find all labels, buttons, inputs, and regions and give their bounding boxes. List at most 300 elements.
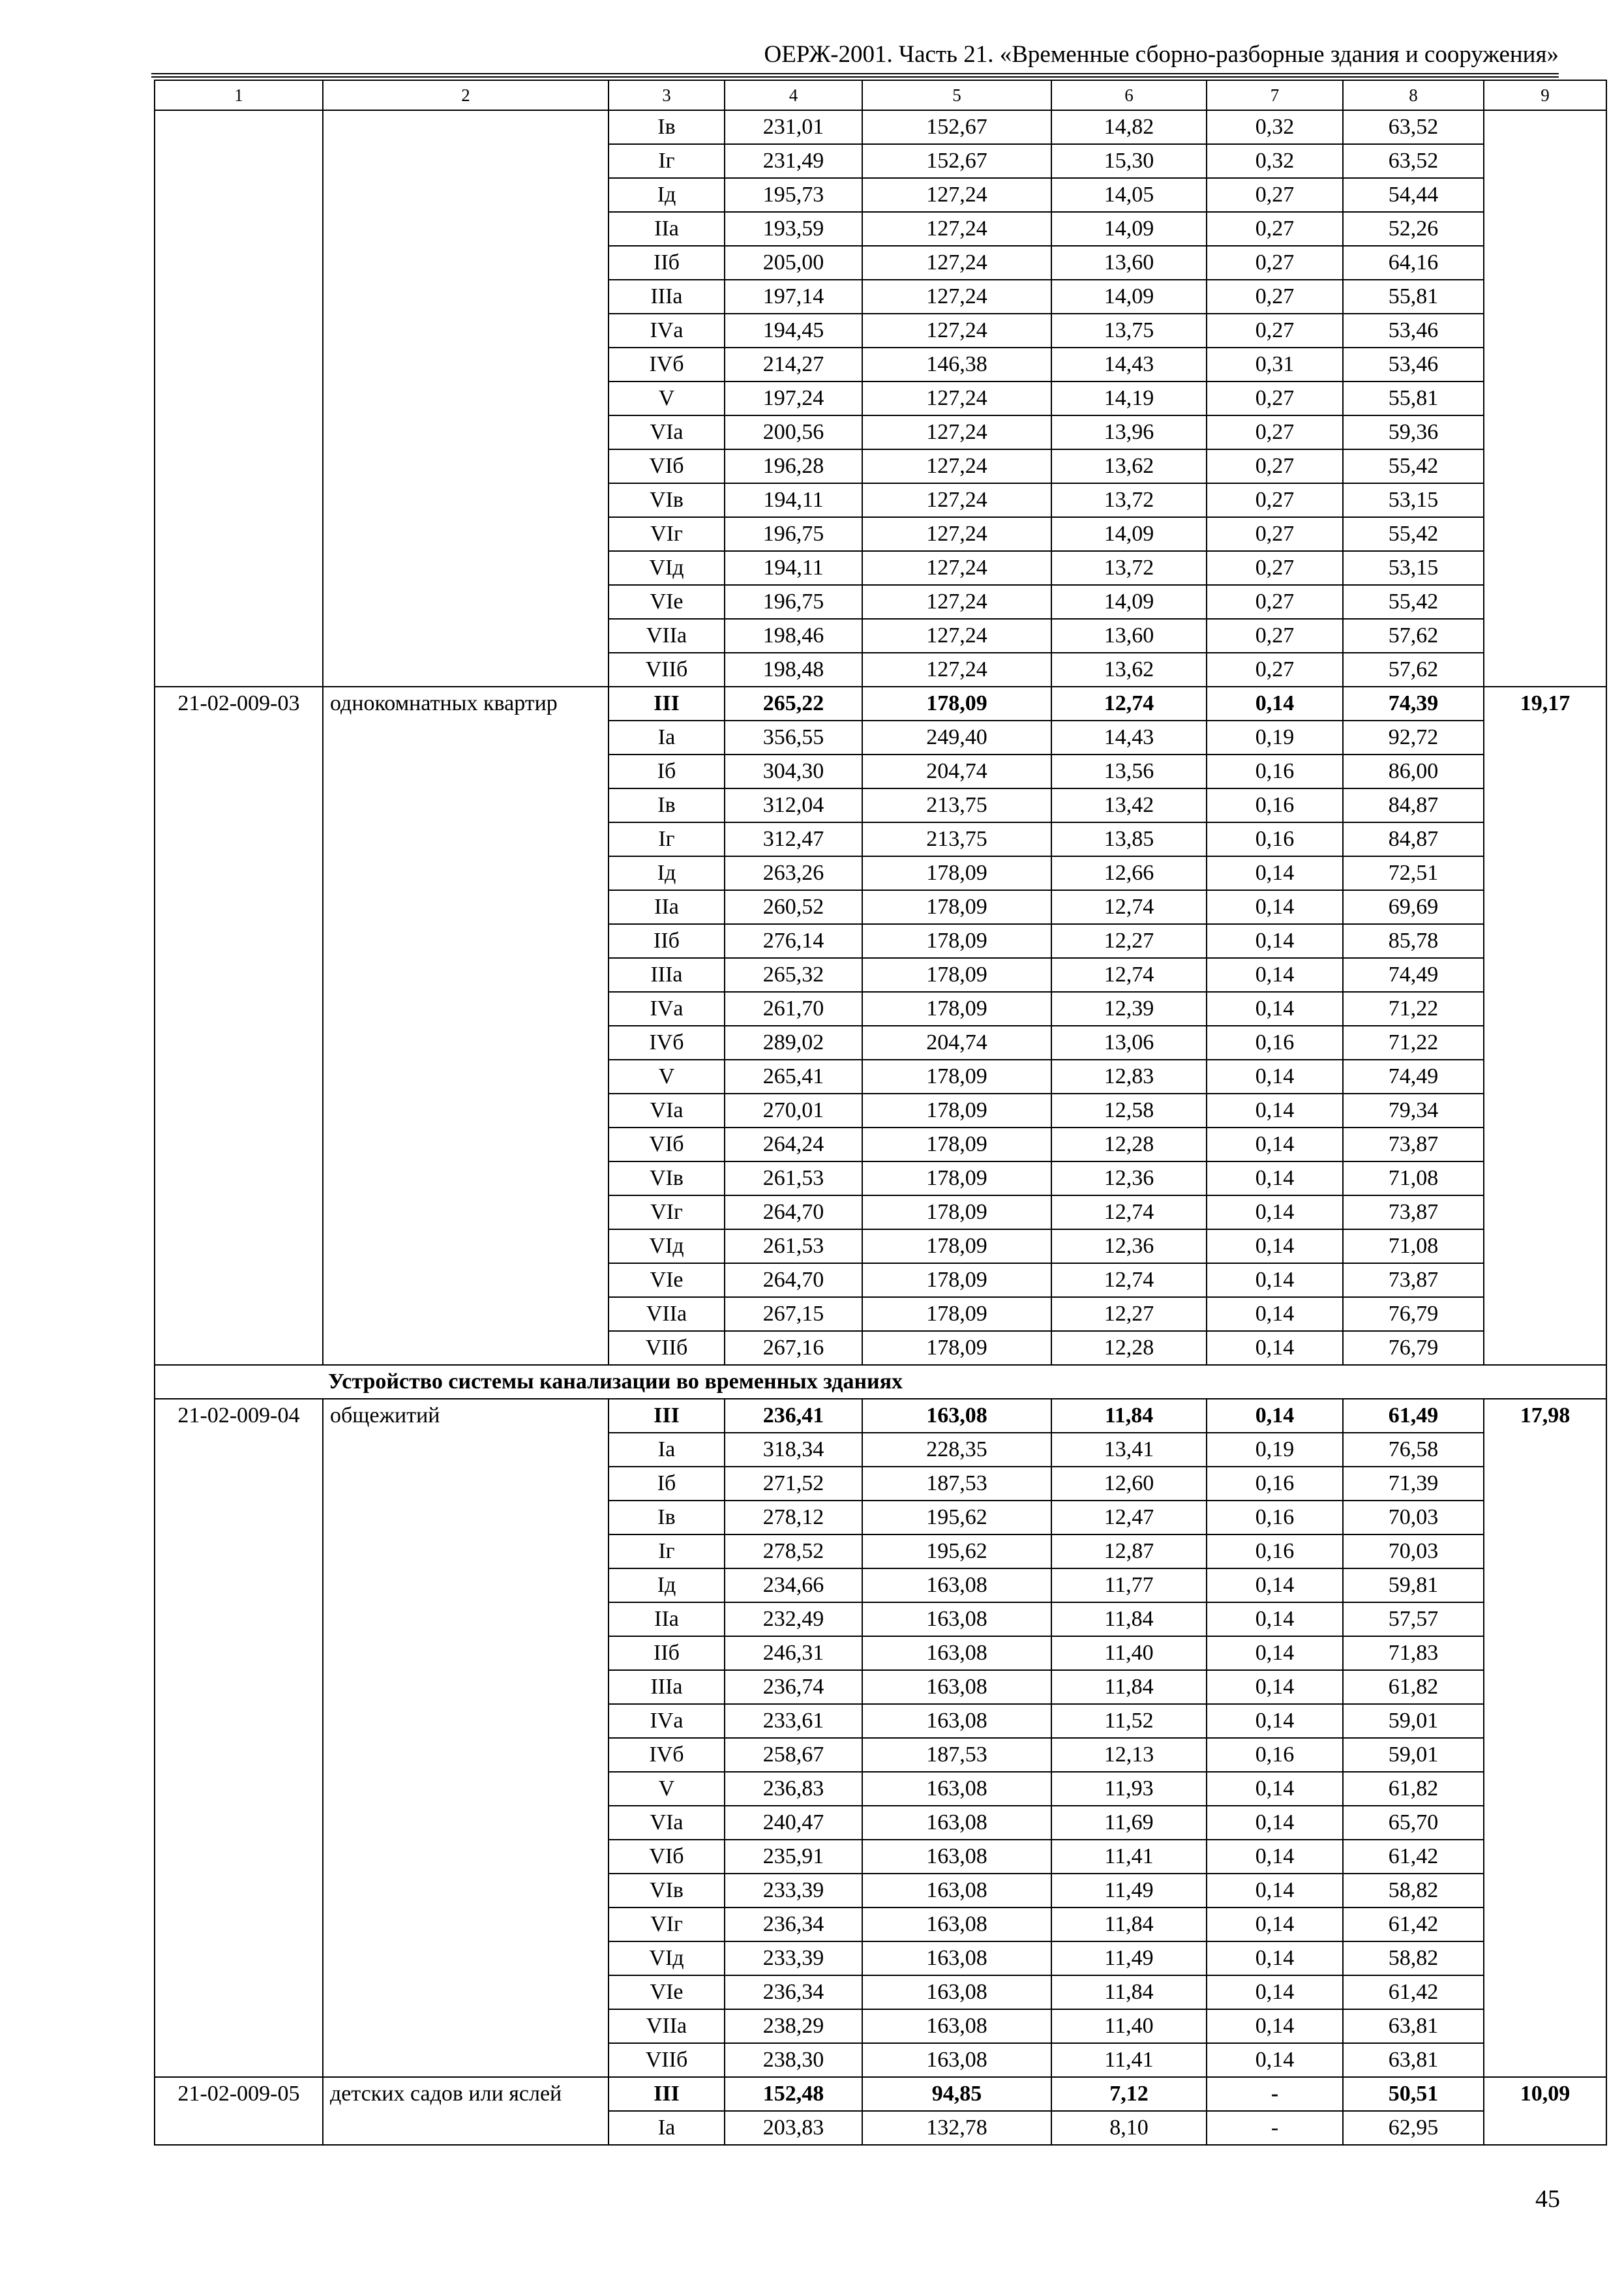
value-cell: 61,42 (1343, 1908, 1484, 1941)
value-cell: 0,27 (1207, 382, 1343, 415)
value-cell: 213,75 (862, 822, 1051, 856)
value-cell: 76,58 (1343, 1433, 1484, 1467)
value-cell: 11,84 (1051, 1399, 1207, 1433)
value-cell: 0,27 (1207, 415, 1343, 449)
value-cell: 53,46 (1343, 314, 1484, 348)
value-cell: 195,73 (725, 178, 862, 212)
value-cell: 0,14 (1207, 1195, 1343, 1229)
value-cell: 197,24 (725, 382, 862, 415)
value-cell: 12,74 (1051, 890, 1207, 924)
value-cell: 204,74 (862, 755, 1051, 788)
value-cell: 178,09 (862, 1094, 1051, 1128)
value-cell: 11,84 (1051, 1908, 1207, 1941)
value-cell: 0,14 (1207, 1636, 1343, 1670)
value-cell: 69,69 (1343, 890, 1484, 924)
value-cell: 0,27 (1207, 653, 1343, 687)
value-cell: 127,24 (862, 585, 1051, 619)
value-cell: 194,11 (725, 551, 862, 585)
value-cell: 233,39 (725, 1874, 862, 1908)
value-cell: 260,52 (725, 890, 862, 924)
value-cell: 13,60 (1051, 619, 1207, 653)
value-cell: 163,08 (862, 1908, 1051, 1941)
value-cell: 13,56 (1051, 755, 1207, 788)
value-cell: 198,46 (725, 619, 862, 653)
value-cell: 163,08 (862, 2043, 1051, 2077)
column-number: 1 (155, 80, 323, 110)
value-cell: 14,09 (1051, 280, 1207, 314)
value-cell: 14,43 (1051, 721, 1207, 755)
region-code: Iв (609, 1501, 725, 1534)
region-code: VIIа (609, 1297, 725, 1331)
value-cell: 0,16 (1207, 755, 1343, 788)
region-code: Iб (609, 755, 725, 788)
region-code: VIе (609, 1263, 725, 1297)
value-cell: 163,08 (862, 1602, 1051, 1636)
region-code: Iд (609, 856, 725, 890)
price-table (154, 80, 1607, 2146)
region-code: VIб (609, 449, 725, 483)
value-cell: 271,52 (725, 1467, 862, 1501)
header-rule (151, 73, 1559, 78)
value-cell: 13,41 (1051, 1433, 1207, 1467)
value-cell: 132,78 (862, 2111, 1051, 2145)
value-cell: 0,14 (1207, 1840, 1343, 1874)
value-cell: 0,14 (1207, 2043, 1343, 2077)
value-cell: 14,19 (1051, 382, 1207, 415)
value-cell: 0,16 (1207, 1501, 1343, 1534)
value-cell: 53,15 (1343, 483, 1484, 517)
value-cell: 0,27 (1207, 314, 1343, 348)
table-row (155, 110, 1606, 144)
value-cell: 178,09 (862, 992, 1051, 1026)
value-cell: 14,05 (1051, 178, 1207, 212)
value-cell: 163,08 (862, 1399, 1051, 1433)
value-cell: 0,16 (1207, 1467, 1343, 1501)
value-cell: 86,00 (1343, 755, 1484, 788)
value-cell: 163,08 (862, 1806, 1051, 1840)
value-cell: 12,74 (1051, 687, 1207, 721)
region-code: VIIб (609, 653, 725, 687)
value-cell: 194,45 (725, 314, 862, 348)
value-cell: 278,52 (725, 1534, 862, 1568)
value-cell: 178,09 (862, 1297, 1051, 1331)
value-cell: 195,62 (862, 1534, 1051, 1568)
region-code: VIIб (609, 1331, 725, 1365)
value-cell: 265,22 (725, 687, 862, 721)
value-cell: 0,14 (1207, 1060, 1343, 1094)
value-cell: - (1207, 2111, 1343, 2145)
value-cell: 356,55 (725, 721, 862, 755)
value-cell: 65,70 (1343, 1806, 1484, 1840)
value-cell: 0,14 (1207, 1568, 1343, 1602)
value-cell: 0,14 (1207, 856, 1343, 890)
value-cell: 0,16 (1207, 1026, 1343, 1060)
value-cell: 0,14 (1207, 1161, 1343, 1195)
value-cell: 127,24 (862, 280, 1051, 314)
value-cell: 0,27 (1207, 551, 1343, 585)
region-code: III (609, 687, 725, 721)
value-cell: 231,01 (725, 110, 862, 144)
value-cell: 14,09 (1051, 212, 1207, 246)
work-name: детских садов или яслей (323, 2077, 609, 2145)
region-code: VIг (609, 517, 725, 551)
norm-code (155, 110, 323, 687)
value-cell: 92,72 (1343, 721, 1484, 755)
total-value: 19,17 (1484, 687, 1606, 1365)
region-code: III (609, 1399, 725, 1433)
value-cell: 196,75 (725, 585, 862, 619)
value-cell: 236,34 (725, 1975, 862, 2009)
value-cell: 63,52 (1343, 144, 1484, 178)
value-cell: 127,24 (862, 619, 1051, 653)
value-cell: 53,46 (1343, 348, 1484, 382)
value-cell: 11,41 (1051, 2043, 1207, 2077)
value-cell: 59,01 (1343, 1704, 1484, 1738)
value-cell: 13,42 (1051, 788, 1207, 822)
region-code: Iд (609, 1568, 725, 1602)
region-code: Iа (609, 721, 725, 755)
value-cell: 61,82 (1343, 1772, 1484, 1806)
value-cell: 0,27 (1207, 280, 1343, 314)
value-cell: 267,16 (725, 1331, 862, 1365)
value-cell: 127,24 (862, 246, 1051, 280)
region-code: IIа (609, 890, 725, 924)
value-cell: 238,30 (725, 2043, 862, 2077)
value-cell: 258,67 (725, 1738, 862, 1772)
value-cell: 0,27 (1207, 517, 1343, 551)
value-cell: 13,72 (1051, 551, 1207, 585)
total-value (1484, 110, 1606, 687)
value-cell: 57,62 (1343, 619, 1484, 653)
value-cell: 178,09 (862, 1195, 1051, 1229)
region-code: IVа (609, 992, 725, 1026)
region-code: VIд (609, 1229, 725, 1263)
value-cell: 0,19 (1207, 721, 1343, 755)
value-cell: 76,79 (1343, 1297, 1484, 1331)
value-cell: 178,09 (862, 1060, 1051, 1094)
value-cell: 264,24 (725, 1128, 862, 1161)
value-cell: 0,14 (1207, 687, 1343, 721)
value-cell: 61,49 (1343, 1399, 1484, 1433)
value-cell: 13,62 (1051, 653, 1207, 687)
value-cell: 74,49 (1343, 1060, 1484, 1094)
value-cell: 178,09 (862, 924, 1051, 958)
value-cell: 12,36 (1051, 1161, 1207, 1195)
value-cell: 71,22 (1343, 1026, 1484, 1060)
value-cell: 0,32 (1207, 144, 1343, 178)
region-code: Iа (609, 2111, 725, 2145)
value-cell: 127,24 (862, 178, 1051, 212)
value-cell: 12,66 (1051, 856, 1207, 890)
region-code: VIа (609, 1806, 725, 1840)
column-number: 3 (609, 80, 725, 110)
value-cell: 84,87 (1343, 822, 1484, 856)
value-cell: 231,49 (725, 144, 862, 178)
column-number: 4 (725, 80, 862, 110)
value-cell: 232,49 (725, 1602, 862, 1636)
value-cell: 264,70 (725, 1263, 862, 1297)
region-code: IVб (609, 1026, 725, 1060)
value-cell: 204,74 (862, 1026, 1051, 1060)
value-cell: 278,12 (725, 1501, 862, 1534)
value-cell: 163,08 (862, 2009, 1051, 2043)
table-row (155, 1399, 1606, 1433)
value-cell: 127,24 (862, 212, 1051, 246)
value-cell: 127,24 (862, 415, 1051, 449)
value-cell: 11,84 (1051, 1670, 1207, 1704)
value-cell: 163,08 (862, 1568, 1051, 1602)
value-cell: 263,26 (725, 856, 862, 890)
region-code: VIе (609, 585, 725, 619)
value-cell: 74,49 (1343, 958, 1484, 992)
value-cell: 11,52 (1051, 1704, 1207, 1738)
value-cell: 178,09 (862, 1128, 1051, 1161)
value-cell: 63,81 (1343, 2009, 1484, 2043)
value-cell: 0,14 (1207, 1602, 1343, 1636)
value-cell: 13,62 (1051, 449, 1207, 483)
norm-code: 21-02-009-05 (155, 2077, 323, 2145)
column-number-row (155, 80, 1606, 110)
value-cell: 0,16 (1207, 1534, 1343, 1568)
value-cell: 312,04 (725, 788, 862, 822)
value-cell: 79,34 (1343, 1094, 1484, 1128)
value-cell: 0,14 (1207, 1263, 1343, 1297)
value-cell: 11,93 (1051, 1772, 1207, 1806)
value-cell: 214,27 (725, 348, 862, 382)
value-cell: 57,62 (1343, 653, 1484, 687)
value-cell: 240,47 (725, 1806, 862, 1840)
value-cell: 61,82 (1343, 1670, 1484, 1704)
value-cell: 127,24 (862, 551, 1051, 585)
value-cell: 12,28 (1051, 1128, 1207, 1161)
value-cell: 8,10 (1051, 2111, 1207, 2145)
value-cell: 163,08 (862, 1772, 1051, 1806)
value-cell: 13,60 (1051, 246, 1207, 280)
value-cell: 0,14 (1207, 1094, 1343, 1128)
value-cell: 15,30 (1051, 144, 1207, 178)
value-cell: 0,14 (1207, 1874, 1343, 1908)
value-cell: 246,31 (725, 1636, 862, 1670)
value-cell: 0,31 (1207, 348, 1343, 382)
value-cell: 236,34 (725, 1908, 862, 1941)
value-cell: 178,09 (862, 687, 1051, 721)
value-cell: 11,84 (1051, 1975, 1207, 2009)
norm-code: 21-02-009-04 (155, 1399, 323, 2077)
value-cell: 13,96 (1051, 415, 1207, 449)
value-cell: 0,16 (1207, 788, 1343, 822)
column-number: 6 (1051, 80, 1207, 110)
value-cell: 7,12 (1051, 2077, 1207, 2111)
value-cell: 196,75 (725, 517, 862, 551)
value-cell: 0,14 (1207, 924, 1343, 958)
value-cell: 0,14 (1207, 1941, 1343, 1975)
value-cell: 72,51 (1343, 856, 1484, 890)
value-cell: 205,00 (725, 246, 862, 280)
value-cell: 178,09 (862, 856, 1051, 890)
value-cell: 0,14 (1207, 1772, 1343, 1806)
value-cell: 12,58 (1051, 1094, 1207, 1128)
value-cell: 54,44 (1343, 178, 1484, 212)
region-code: IIIа (609, 1670, 725, 1704)
total-value: 10,09 (1484, 2077, 1606, 2145)
value-cell: 163,08 (862, 1704, 1051, 1738)
value-cell: 70,03 (1343, 1534, 1484, 1568)
value-cell: 127,24 (862, 314, 1051, 348)
value-cell: 0,14 (1207, 890, 1343, 924)
region-code: IIб (609, 246, 725, 280)
value-cell: 12,13 (1051, 1738, 1207, 1772)
value-cell: 85,78 (1343, 924, 1484, 958)
region-code: IIб (609, 924, 725, 958)
value-cell: 12,74 (1051, 958, 1207, 992)
value-cell: 12,83 (1051, 1060, 1207, 1094)
table-row (155, 687, 1606, 721)
value-cell: 270,01 (725, 1094, 862, 1128)
work-name: общежитий (323, 1399, 609, 2077)
column-number: 8 (1343, 80, 1484, 110)
page-number: 45 (1535, 2185, 1560, 2213)
value-cell: 163,08 (862, 1670, 1051, 1704)
value-cell: 0,32 (1207, 110, 1343, 144)
value-cell: 0,14 (1207, 958, 1343, 992)
value-cell: 14,09 (1051, 517, 1207, 551)
value-cell: 62,95 (1343, 2111, 1484, 2145)
value-cell: 84,87 (1343, 788, 1484, 822)
value-cell: 152,48 (725, 2077, 862, 2111)
value-cell: 53,15 (1343, 551, 1484, 585)
value-cell: 12,36 (1051, 1229, 1207, 1263)
value-cell: 71,08 (1343, 1229, 1484, 1263)
region-code: VIа (609, 415, 725, 449)
region-code: VIв (609, 1161, 725, 1195)
region-code: Iд (609, 178, 725, 212)
value-cell: 0,27 (1207, 178, 1343, 212)
region-code: VIг (609, 1195, 725, 1229)
value-cell: 13,85 (1051, 822, 1207, 856)
value-cell: 11,40 (1051, 2009, 1207, 2043)
region-code: IIIа (609, 280, 725, 314)
value-cell: 12,27 (1051, 924, 1207, 958)
value-cell: 58,82 (1343, 1941, 1484, 1975)
value-cell: 0,14 (1207, 992, 1343, 1026)
region-code: VIг (609, 1908, 725, 1941)
region-code: Iг (609, 1534, 725, 1568)
value-cell: 249,40 (862, 721, 1051, 755)
value-cell: 94,85 (862, 2077, 1051, 2111)
value-cell: 0,14 (1207, 1399, 1343, 1433)
region-code: IVб (609, 348, 725, 382)
value-cell: 73,87 (1343, 1128, 1484, 1161)
region-code: VIIа (609, 619, 725, 653)
value-cell: 265,32 (725, 958, 862, 992)
value-cell: 233,61 (725, 1704, 862, 1738)
value-cell: 264,70 (725, 1195, 862, 1229)
value-cell: 12,74 (1051, 1195, 1207, 1229)
region-code: Iг (609, 822, 725, 856)
value-cell: 236,41 (725, 1399, 862, 1433)
value-cell: 304,30 (725, 755, 862, 788)
value-cell: 11,49 (1051, 1941, 1207, 1975)
work-name (323, 110, 609, 687)
value-cell: 12,74 (1051, 1263, 1207, 1297)
value-cell: 71,08 (1343, 1161, 1484, 1195)
value-cell: 193,59 (725, 212, 862, 246)
value-cell: 14,09 (1051, 585, 1207, 619)
value-cell: 12,27 (1051, 1297, 1207, 1331)
value-cell: 127,24 (862, 517, 1051, 551)
value-cell: 63,81 (1343, 2043, 1484, 2077)
value-cell: 178,09 (862, 1331, 1051, 1365)
value-cell: 178,09 (862, 958, 1051, 992)
region-code: Iг (609, 144, 725, 178)
region-code: IIа (609, 1602, 725, 1636)
value-cell: 178,09 (862, 890, 1051, 924)
value-cell: 238,29 (725, 2009, 862, 2043)
value-cell: 0,16 (1207, 1738, 1343, 1772)
value-cell: 12,28 (1051, 1331, 1207, 1365)
value-cell: 55,42 (1343, 517, 1484, 551)
norm-code: 21-02-009-03 (155, 687, 323, 1365)
value-cell: 11,69 (1051, 1806, 1207, 1840)
value-cell: 178,09 (862, 1161, 1051, 1195)
value-cell: 163,08 (862, 1840, 1051, 1874)
value-cell: 11,49 (1051, 1874, 1207, 1908)
value-cell: 57,57 (1343, 1602, 1484, 1636)
value-cell: 71,83 (1343, 1636, 1484, 1670)
value-cell: 73,87 (1343, 1195, 1484, 1229)
value-cell: 0,14 (1207, 1670, 1343, 1704)
region-code: VIб (609, 1840, 725, 1874)
value-cell: 70,03 (1343, 1501, 1484, 1534)
value-cell: 236,83 (725, 1772, 862, 1806)
region-code: VIIа (609, 2009, 725, 2043)
region-code: VIе (609, 1975, 725, 2009)
value-cell: 194,11 (725, 483, 862, 517)
value-cell: 64,16 (1343, 246, 1484, 280)
value-cell: 55,42 (1343, 449, 1484, 483)
value-cell: 0,14 (1207, 2009, 1343, 2043)
value-cell: 11,41 (1051, 1840, 1207, 1874)
value-cell: 196,28 (725, 449, 862, 483)
value-cell: 71,22 (1343, 992, 1484, 1026)
value-cell: 12,47 (1051, 1501, 1207, 1534)
value-cell: 11,77 (1051, 1568, 1207, 1602)
value-cell: 0,19 (1207, 1433, 1343, 1467)
value-cell: 235,91 (725, 1840, 862, 1874)
value-cell: 0,14 (1207, 1806, 1343, 1840)
value-cell: 265,41 (725, 1060, 862, 1094)
value-cell: 127,24 (862, 653, 1051, 687)
value-cell: 261,53 (725, 1161, 862, 1195)
value-cell: 0,27 (1207, 483, 1343, 517)
region-code: VIв (609, 483, 725, 517)
value-cell: 0,14 (1207, 1229, 1343, 1263)
value-cell: 187,53 (862, 1738, 1051, 1772)
value-cell: 0,14 (1207, 1908, 1343, 1941)
region-code: Iб (609, 1467, 725, 1501)
value-cell: 11,40 (1051, 1636, 1207, 1670)
value-cell: 178,09 (862, 1229, 1051, 1263)
value-cell: 312,47 (725, 822, 862, 856)
value-cell: 61,42 (1343, 1840, 1484, 1874)
value-cell: 12,39 (1051, 992, 1207, 1026)
region-code: VIд (609, 1941, 725, 1975)
value-cell: 0,27 (1207, 619, 1343, 653)
value-cell: 0,14 (1207, 1975, 1343, 2009)
value-cell: 13,72 (1051, 483, 1207, 517)
value-cell: 127,24 (862, 382, 1051, 415)
value-cell: 0,14 (1207, 1331, 1343, 1365)
